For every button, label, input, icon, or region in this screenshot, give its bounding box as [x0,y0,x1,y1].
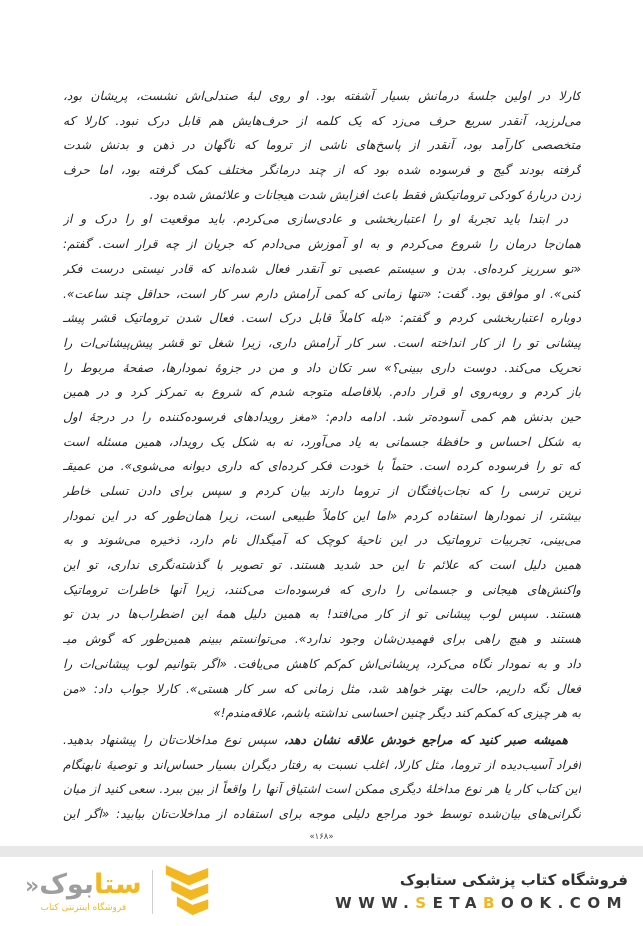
text-line: زدن دربارۀ کودکی تروماتیکش فقط باعث افزایش شدت هیجانات و علائمش شده بود. [149,187,581,202]
text-line: همین دلیل است که علائم تا این حد شدید هستند. تو تصویر با گذشته‌نگری نداری، تو این [63,558,581,573]
text-line: کنی». او موافق بود. گفت: «تنها زمانی که کمی آرامش دارم سر کار است، حداقل چند ساعت». [63,286,581,301]
text-line: می‌بینی، تجربیات تروماتیک در این ناحیۀ کوچک که آمیگدال نام دارد، ذخیره می‌شوند و به [63,533,581,548]
paragraph-2 [63,207,581,725]
logo-divider [152,870,153,914]
text-line: تحریک می‌کند. دوست داری ببینی؟» سر تکان داد و من در جزوۀ نمودارها، صفحۀ مربوط را [63,360,581,375]
url-eta: ETA [432,893,484,912]
text-line: این کتاب کار یا هر نوع مداخلۀ دیگری ممکن است اشتیاق آنها را واقعاً از بین ببرد. سعی کنید از میان [63,782,581,797]
paragraph-3-lead-line [63,728,581,753]
wordmark-accent-part: ستا [93,868,142,900]
bold-advice-text: همیشه صبر کنید که مراجع خودش علاقه نشان دهد، [283,732,568,747]
text-line: در ابتدا باید تجربۀ او را اعتباربخشی و عادی‌سازی می‌کردم. باید موقعیت او را درک و از [63,212,568,227]
text-line: «تو سرریز کرده‌ای. بدن و سیستم عصبی تو آنقدر فعال شده‌اند که قادر نیستی درست فکر [63,261,581,276]
guillemet-mark: « [25,873,40,899]
text-line: بیشتر، از نمودارها استفاده کردم «اما این کاملاً طبیعی است، زیرا همان‌طور که در این نمودار [63,508,581,523]
text-line: فعال نگه داریم، حالت بهتر خواهد شد، مثل زمانی که سر کار هستی». کارلا جواب داد: «من [63,681,581,696]
page-text-block [63,84,581,827]
text-line: باز کردم و روبه‌روی او قرار دادم. بلافاصله متوجه شدم که شروع به تمرکز کرد و در همین [63,385,581,400]
text-line: واکنش‌های هیجانی و جسمانی را داری که فرسوده‌ات می‌کنند، زیرا آنها خاطرات تروماتیک [63,582,581,597]
text-line: نگرانی‌های بیان‌شده توسط خود مراجع دلیلی موجه برای استفاده از مداخلات‌تان بیابید: «اگر این [63,806,581,821]
text-line: به شکل احساس و حافظۀ جسمانی به یاد می‌آورد، نه به شکل یک رویداد، همین مسئله است [63,434,581,449]
logo-wordmark [25,868,142,901]
url-letter-s: S [415,893,433,912]
wordmark-gray-part: بوک [39,868,94,900]
text-line: دوباره اعتباربخشی کردم و گفتم: «بله کاملاً قابل درک است. فعال شدن تروماتیک قشر پیشـ [63,311,581,326]
text-line: که تو را فرسوده کرده است. حتماً با خودت فکر کرده‌ای که داری دیوانه می‌شوی». من عمیقـ [63,459,581,474]
text-line: می‌لرزید، آنقدر سریع حرف می‌زد که یک کلمه از حرف‌هایش هم قابل درک نبود. کارلا که [63,113,581,128]
text-line: همان‌جا درمان را شروع می‌کردم و به او آموزش می‌دادم که جریان از چه قرار است. گفتم: [63,237,581,252]
logo-wordmark-block [25,868,142,913]
text-line: متخصصی کارآمد بود، آنقدر از پاسخ‌های ناشی از تروما که ناگهان در ذهن و بدنش شدت [63,138,581,153]
paragraph-3 [63,728,581,827]
setabook-logo[interactable] [25,863,211,921]
text-line: هستند و هیچ راهی برای فهمیدن‌شان وجود ندارد». می‌توانستم ببینم همین‌طور که گوش میـ [63,632,581,647]
text-line: داد و به نمودار نگاه می‌کرد، پریشانی‌اش کم‌کم کاهش می‌یافت. «اگر بتوانیم لوب پیشانی‌ات را [63,656,581,671]
page-edge-shadow [0,846,643,857]
store-info [335,869,628,915]
text-line: پیشانی تو را از کار انداخته است. سر کار آرامش داری، زیرا شغل تو قشر پیش‌پیشانی‌ات را [63,335,581,350]
advice-rest-text: سپس نوع مداخلات‌تان را پیشنهاد بدهید. [63,732,284,747]
text-line: افراد آسیب‌دیده از تروما، مثل کارلا، اغلب نسبت به رفتار دیگران بسیار حساس‌اند و توصیۀ نابهنگام [63,757,581,772]
footer-bar [0,857,643,926]
store-url-link[interactable] [335,891,628,915]
paragraph-3-body [63,753,581,827]
text-line: ترین ترسی را که نجات‌یافتگان از تروما دارند بیان کردم و سپس برای دادن تسلی خاطر [63,484,581,498]
text-line: حین بدنش هم کمی آسوده‌تر شد. ادامه دادم: «مغز رویدادهای فرسوده‌کننده را در درجۀ اول [63,409,581,424]
url-letter-b: B [483,893,501,912]
logo-tagline: فروشگاه اینترنتی کتاب [40,902,127,913]
text-line: کارلا در اولین جلسۀ درمانش بسیار آشفته بود. او روی لبۀ صندلی‌اش نشست، پریشان بود، [63,89,581,103]
triple-chevron-icon [163,863,211,921]
text-line: به هر چیزی که کمکم کند دیگر چنین احساسی نداشته باشم، علاقه‌مندم!» [213,706,581,721]
store-title: فروشگاه کتاب پزشکی ستابوک [399,870,628,889]
paragraph-1 [63,84,581,207]
url-www: WWW. [335,893,416,912]
text-line: هستند. سپس لوب پیشانی تو از کار می‌افتد! به همین دلیل همۀ این اضطراب‌ها در بدن تو [63,607,581,622]
text-line: گرفته بودند گیج و فرسوده شده بود که از چند درمانگر مختلف کمک گرفته بود، اما حرف [63,163,581,178]
page-number: «۱۶۸» [309,832,334,842]
url-rest: OOK.COM [500,893,628,912]
